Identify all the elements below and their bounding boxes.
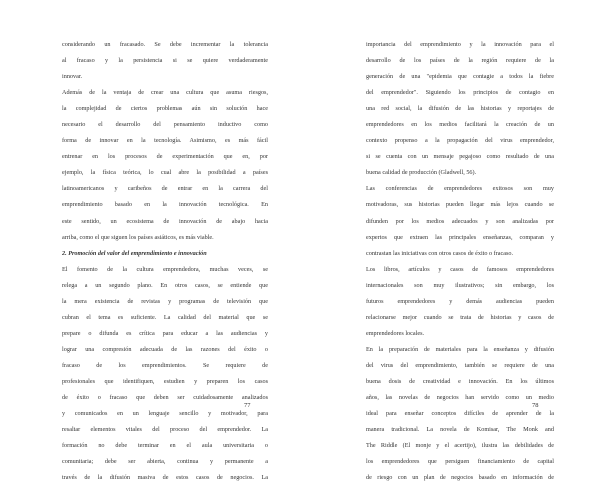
text-line: difunden por los medios adecuados y son analizadas por: [366, 217, 554, 225]
text-line: años, las novelas de negocios han servido como un medio: [366, 394, 554, 402]
text-line: lograr una compresión adecuada de las razones del éxito o: [62, 345, 268, 353]
text-line: entrenar en los procesos de experimentación que en, por: [62, 153, 268, 161]
text-line: emprendedores locales.: [366, 329, 425, 337]
text-line: la complejidad de ciertos problemas aún sin solución hace: [62, 105, 268, 113]
text-line: de éxito o fracaso que deben ser cuidadosamente analizados: [62, 394, 268, 402]
text-line: contexto propenso a la propagación del virus emprendedor,: [366, 137, 554, 145]
section-heading: 2. Promoción del valor del emprendimiento e innovación: [62, 249, 207, 257]
text-line: buena dosis de creatividad e innovación. En los últimos: [366, 377, 554, 385]
left-page-number: 77: [244, 402, 251, 409]
text-line: formación no debe terminar en el aula universitaria o: [62, 442, 268, 450]
text-line: En la preparación de materiales para la enseñanza y difusión: [366, 345, 554, 353]
text-line: emprendimiento basado en la innovación tecnológica. En: [62, 201, 268, 209]
text-line: futuros emprendedores y demás audiencias pueden: [366, 297, 554, 305]
left-page-body: [62, 37, 268, 486]
text-line: y comunicados en un lenguaje sencillo y motivador, para: [62, 410, 268, 418]
text-line: innovar.: [62, 73, 83, 81]
text-line: motivadoras, sus historias pueden llegar más lejos cuando se: [366, 201, 554, 209]
text-line: Las conferencias de emprendedores exitosos son muy: [366, 185, 554, 193]
text-line: resaltar elementos vitales del proceso del emprendedor. La: [62, 426, 268, 434]
text-line: los emprendedores que persiguen financiamiento de capital: [366, 458, 554, 466]
text-line: la mera existencia de revistas y programas de televisión que: [62, 297, 268, 305]
text-line: de riesgo con un plan de negocios basado en información de: [366, 474, 554, 482]
text-line: contrastan las iniciativas con otros casos de éxito o fracaso.: [366, 249, 514, 257]
text-line: necesario el desarrollo del pensamiento inductivo como: [62, 121, 268, 129]
text-line: si se cuenta con un mensaje pegajoso como resultado de una: [366, 153, 554, 161]
text-line: comunitaria; debe ser abierta, continua y permanente a: [62, 458, 268, 466]
text-line: The Riddle (El monje y el acertijo), ilustra las debilidades de: [366, 442, 554, 450]
text-line: del virus del emprendimiento, también se requiere de una: [366, 361, 554, 369]
text-line: desarrollo de los países de la región requiere de la: [366, 57, 554, 65]
text-line: internacionales son muy ilustrativos; sin embargo, los: [366, 281, 554, 289]
text-line: del emprendedor". Siguiendo los principios de contagio en: [366, 89, 554, 97]
text-line: latinoamericanos y caribeños de entrar en la carrera del: [62, 185, 268, 193]
text-line: forma de innovar en la tecnología. Asimismo, es más fácil: [62, 137, 268, 145]
text-line: buena calidad de producción (Gladwell, 56).: [366, 169, 477, 177]
text-line: profesionales que identifiquen, estudien y preparen los casos: [62, 377, 268, 385]
text-line: través de la difusión masiva de estos casos de negocios. La: [62, 474, 268, 482]
text-line: manera tradicional. La novela de Komisar, The Monk and: [366, 426, 554, 434]
text-line: prepare o difunda es crítica para educar a las audiencias y: [62, 329, 268, 337]
text-line: expertos que extraen las principales enseñanzas, comparan y: [366, 233, 554, 241]
text-line: ejemplo, la física teórica, lo cual abre la posibilidad a países: [62, 169, 268, 177]
text-line: al fracaso y la persistencia si se quiere verdaderamente: [62, 57, 268, 65]
text-line: generación de una "epidemia que contagie a todos la fiebre: [366, 73, 554, 81]
text-line: ideal para enseñar conceptos difíciles de aprender de la: [366, 410, 554, 418]
text-line: fracaso de los emprendimientos. Se requiere de: [62, 361, 268, 369]
text-line: Los libros, artículos y casos de famosos emprendedores: [366, 265, 554, 273]
text-line: importancia del emprendimiento y la innovación para el: [366, 41, 554, 48]
text-line: Además de la ventaja de crear una cultura que asuma riesgos,: [62, 89, 268, 97]
right-page-number: 78: [532, 402, 539, 409]
text-line: relega a un segundo plano. En otros casos, se entiende que: [62, 281, 268, 289]
text-line: relacionarse mejor cuando se trata de historias y casos de: [366, 313, 554, 321]
text-line: emprendedores en los medios facilitará la creación de un: [366, 121, 554, 129]
text-line: arriba, como el que siguen los países asiáticos, es más viable.: [62, 233, 214, 241]
text-line: este sentido, un ecosistema de innovación de abajo hacia: [62, 217, 268, 225]
text-line: cubran el tema es suficiente. La calidad del material que se: [62, 313, 268, 321]
text-line: considerando un fracasado. Se debe incrementar la tolerancia: [62, 41, 268, 48]
text-line: El fomento de la cultura emprendedora, muchas veces, se: [62, 265, 268, 273]
text-line: una red social, la difusión de las historias y reportajes de: [366, 105, 554, 113]
right-page-body: [366, 37, 554, 486]
